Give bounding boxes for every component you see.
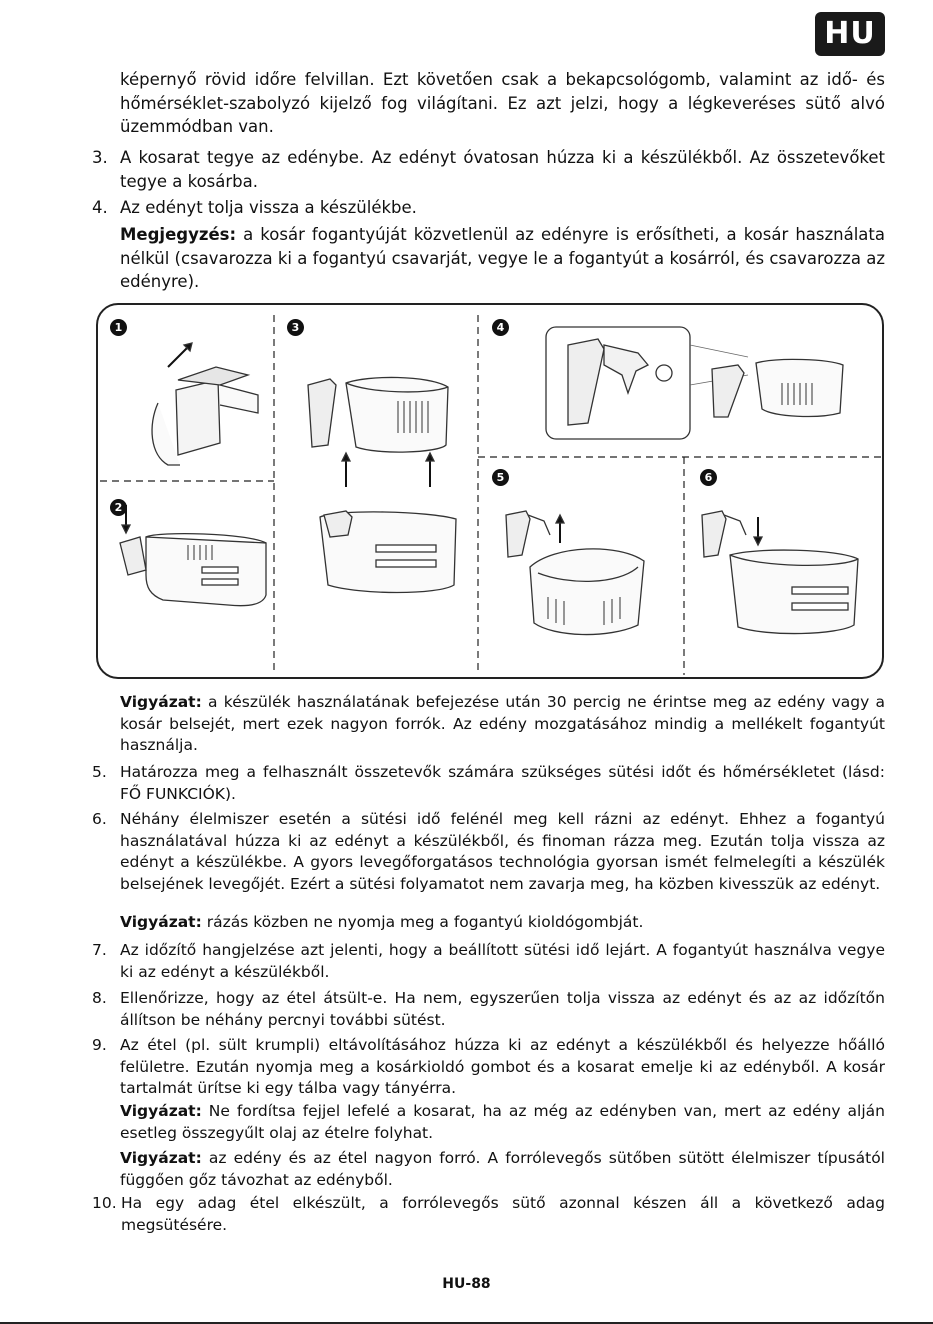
step-4-badge: 4 <box>492 319 509 336</box>
item-number: 4. <box>92 198 108 217</box>
step-3-badge: 3 <box>287 319 304 336</box>
step-5-badge: 5 <box>492 469 509 486</box>
item-text: Az időzítő hangjelzése azt jelenti, hogy a beállított sütési idő lejárt. A fogantyút használva vegye ki az edényt a készülékből. <box>120 941 885 981</box>
caution-label: Vigyázat: <box>120 913 202 931</box>
caution-text: rázás közben ne nyomja meg a fogantyú kioldógombját. <box>201 913 644 931</box>
panel-4-drawing <box>546 327 843 439</box>
list-item <box>92 762 885 805</box>
caution-label: Vigyázat: <box>120 693 202 711</box>
caution-text: Ne fordítsa fejjel lefelé a kosarat, ha az még az edényben van, mert az edény alján esetleg összegyűlt olaj az ételre folyhat. <box>120 1102 885 1142</box>
item-number: 6. <box>92 810 107 828</box>
item-text: Az edényt tolja vissza a készülékbe. <box>120 198 417 217</box>
panel-5-drawing <box>506 511 644 635</box>
list-item <box>92 1035 885 1100</box>
item-text: Az étel (pl. sült krumpli) eltávolításához húzza ki az edényt a készülékből és helyezze hőálló felületre. Ezután nyomja meg a kosárkioldó gombot és a kosarat emelje ki az edényből. A kosár tartalmát ürítse ki egy tálba vagy tányérra. <box>120 1036 885 1097</box>
item-text: A kosarat tegye az edénybe. Az edényt óvatosan húzza ki a készülékből. Az összetevőket tegye a kosárba. <box>120 148 885 191</box>
item-number: 10. <box>92 1194 117 1212</box>
item-number: 5. <box>92 763 107 781</box>
step-6-badge: 6 <box>700 469 717 486</box>
panel-2-drawing <box>120 505 266 606</box>
caution-paragraph <box>120 1101 885 1144</box>
note-text: a kosár fogantyúját közvetlenül az edényre is erősítheti, a kosár használata nélkül (csavarozza ki a fogantyú csavarját, vegye le a fogantyút a kosárról, és csavarozza az edényre). <box>120 225 885 291</box>
step-2-badge: 2 <box>110 499 127 516</box>
list-item <box>92 146 885 193</box>
item-text: Ellenőrizze, hogy az étel átsült-e. Ha nem, egyszerűen tolja vissza az edényt és az az időzítőn állítson be néhány percnyi további sütést. <box>120 989 885 1029</box>
item-number: 7. <box>92 941 107 959</box>
item-number: 8. <box>92 989 107 1007</box>
caution-text: a készülék használatának befejezése után 30 percig ne érintse meg az edény vagy a kosár belsejét, mert ezek nagyon forrók. Az edény mozgatásához mindig a mellékelt fogantyút használja. <box>120 693 885 754</box>
list-item <box>92 988 885 1031</box>
assembly-illustration <box>96 303 884 679</box>
item-text: Határozza meg a felhasznált összetevők számára szükséges sütési időt és hőmérsékletet (lásd: FŐ FUNKCIÓK). <box>120 763 885 803</box>
panel-3-drawing <box>308 377 456 592</box>
item-number: 9. <box>92 1036 107 1054</box>
caution-label: Vigyázat: <box>120 1149 202 1167</box>
list-item <box>92 809 885 895</box>
item-text: Ha egy adag étel elkészült, a forrólevegős sütő azonnal készen áll a következő adag megsütésére. <box>121 1194 885 1234</box>
note-paragraph <box>120 223 885 294</box>
caution-paragraph <box>120 912 885 934</box>
item-number: 3. <box>92 148 108 167</box>
list-item <box>92 1193 885 1236</box>
panel-1-drawing <box>152 343 258 465</box>
item-text: Néhány élelmiszer esetén a sütési idő felénél meg kell rázni az edényt. Ehhez a fogantyú használatával húzza ki az edényt a készülékből, és finoman rázza meg. Ezután tolja vissza az edényt a készülékbe. A gyors levegőforgatásos technológia gyorsan ismét felmelegíti a készülék belsejének levegőjét. Ezért a sütési folyamatot nem zavarja meg, ha közben kivesszük az edényt. <box>120 810 885 893</box>
illustration-drawing <box>98 305 886 681</box>
list-item <box>92 196 885 220</box>
caution-paragraph <box>120 692 885 757</box>
page-number: HU-88 <box>442 1276 491 1292</box>
intro-paragraph: képernyő rövid időre felvillan. Ezt követően csak a bekapcsológomb, valamint az idő- és hőmérséklet-szabolyzó kijelző fog világítani. Ez azt jelzi, hogy a légkeveréses sütő alvó üzemmódban van. <box>120 70 885 136</box>
step-1-badge: 1 <box>110 319 127 336</box>
note-label: Megjegyzés: <box>120 225 237 244</box>
panel-6-drawing <box>702 511 858 634</box>
caution-label: Vigyázat: <box>120 1102 202 1120</box>
language-badge: HU <box>815 12 885 56</box>
caution-paragraph <box>120 1148 885 1191</box>
caution-text: az edény és az étel nagyon forró. A forrólevegős sütőben sütött élelmiszer típusától függően gőz távozhat az edényből. <box>120 1149 885 1189</box>
list-item <box>92 940 885 983</box>
